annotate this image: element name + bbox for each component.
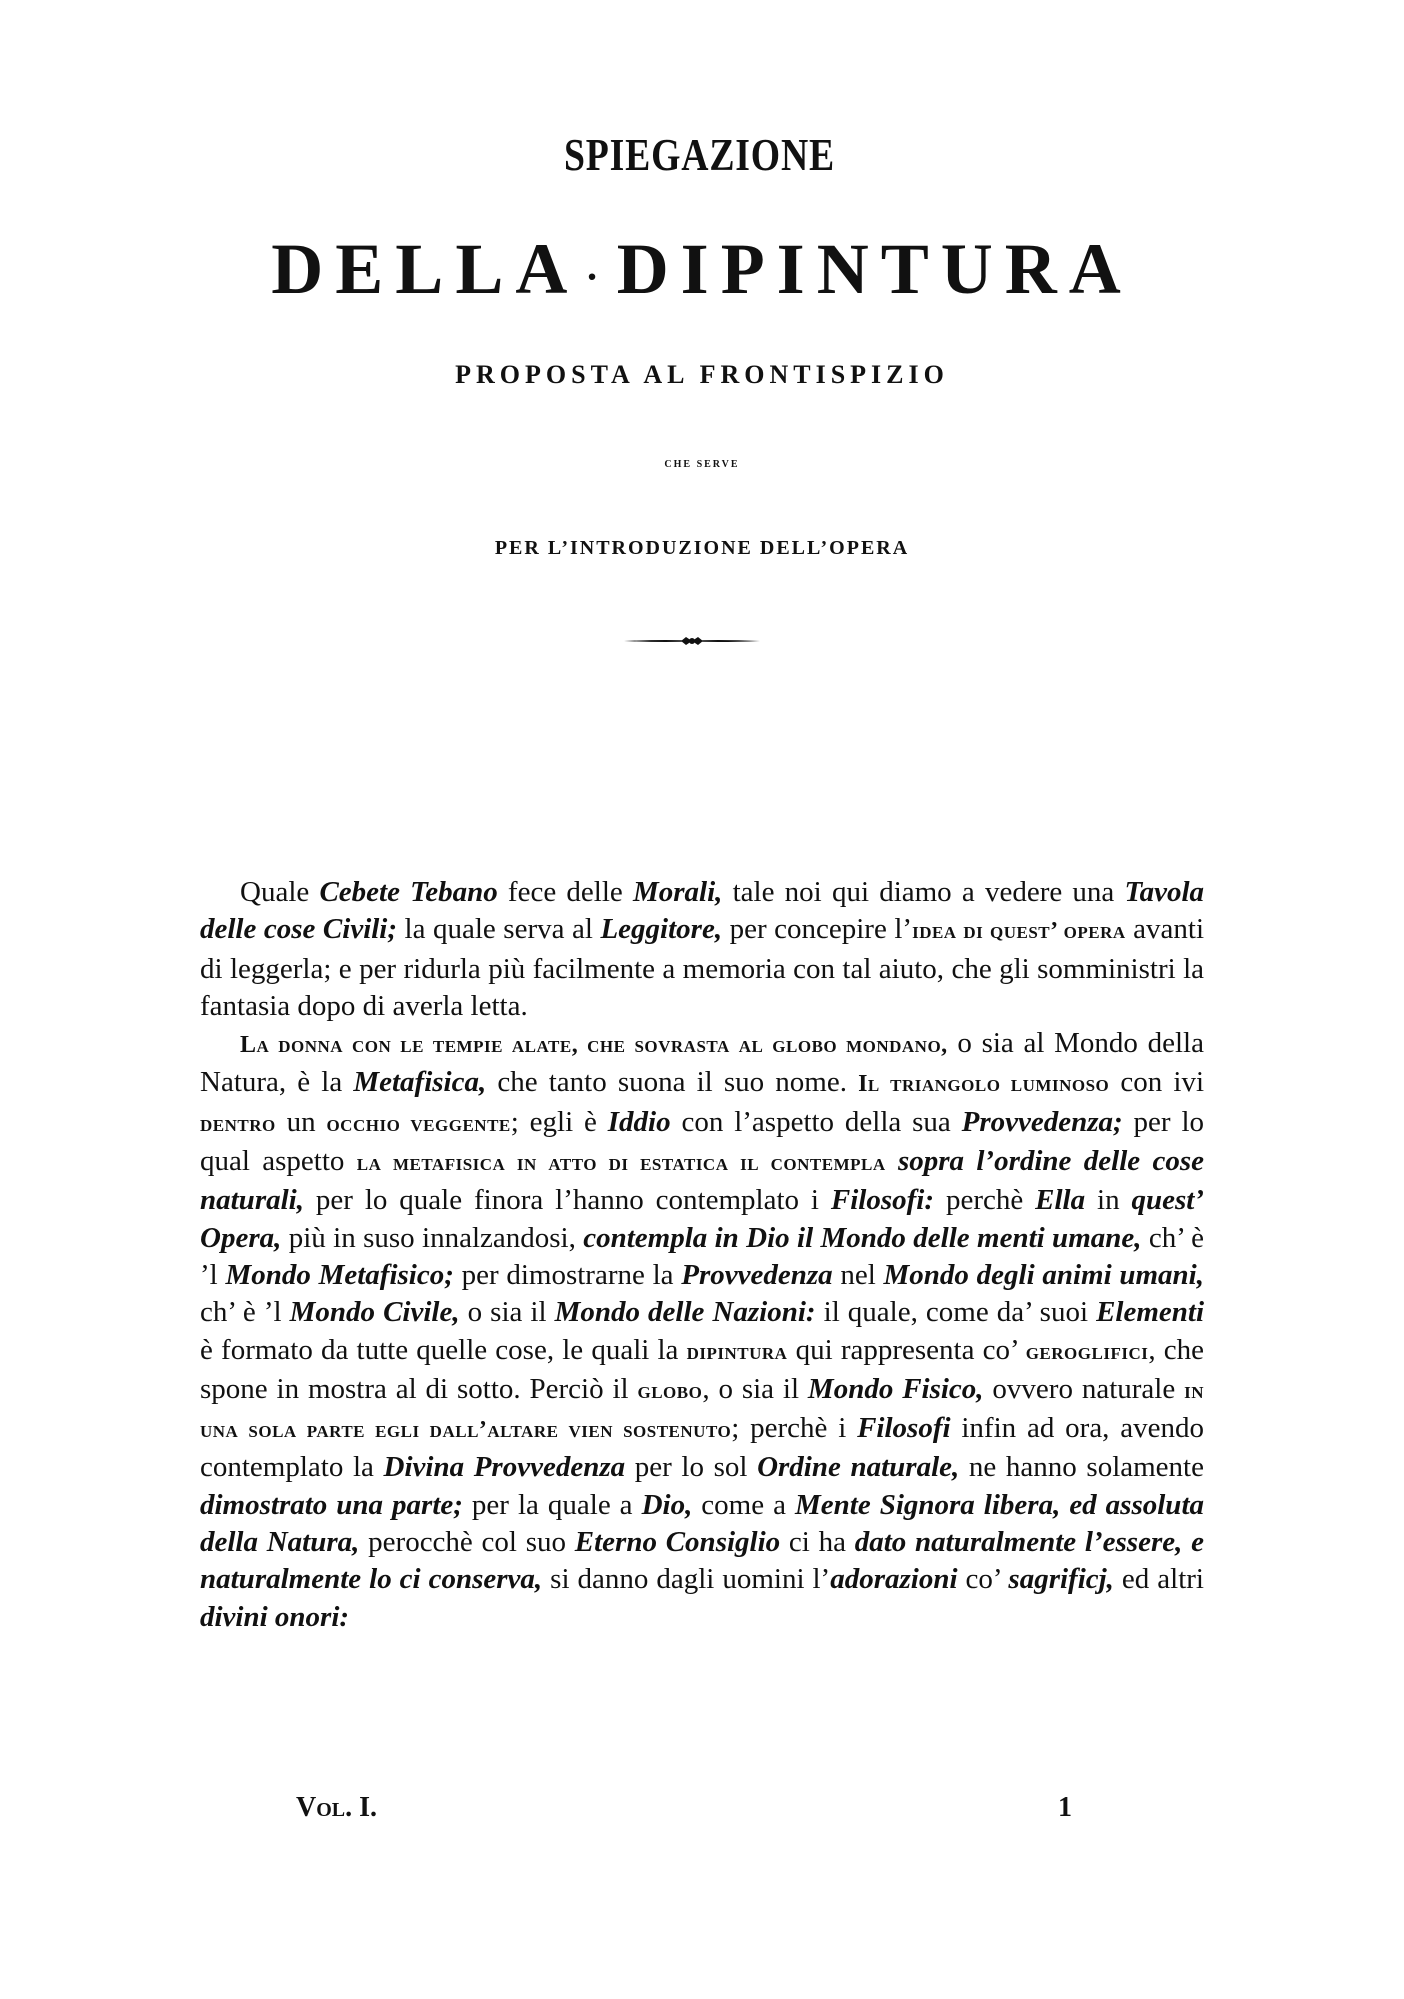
italic-run: Mondo Fisico, <box>807 1372 984 1405</box>
italic-run: contempla in Dio il Mondo delle menti umane, <box>583 1221 1142 1254</box>
italic-run: Dio, <box>641 1488 693 1521</box>
italic-run: Mondo delle Nazioni: <box>554 1296 816 1329</box>
text-run: fece delle <box>497 876 633 908</box>
text-run: per dimostrarne la <box>453 1258 682 1291</box>
italic-run: Mondo Civile, <box>289 1296 460 1329</box>
text-run: infin ad ora, avendo contemplato la <box>200 1412 1205 1484</box>
body-text <box>200 874 1204 1636</box>
title-della: DELLA <box>271 229 580 309</box>
text-run: co’ <box>957 1563 1009 1596</box>
title-dipintura: DIPINTURA <box>616 229 1133 309</box>
italic-run: Cebete Tebano <box>319 876 498 908</box>
text-run: ; egli è <box>510 1105 608 1138</box>
italic-run: Tavola delle cose Civili; <box>200 876 1204 946</box>
text-run: il quale, come da’ suoi <box>815 1296 1097 1329</box>
title-che-serve: CHE SERVE <box>664 459 740 470</box>
italic-run: Mondo degli animi umani, <box>883 1258 1204 1291</box>
smallcaps-run: occhio veggente <box>326 1110 511 1137</box>
text-run: o sia il <box>459 1296 555 1329</box>
paragraph-1 <box>200 874 1204 1025</box>
smallcaps-run: in una sola parte egli dall’altare vien sostenuto <box>200 1377 1204 1444</box>
italic-run: Ella <box>1035 1184 1086 1217</box>
italic-run: dimostrato una parte; <box>200 1488 463 1521</box>
italic-run: Elementi <box>1096 1296 1205 1329</box>
italic-run: adorazioni <box>830 1563 958 1596</box>
text-run: più in suso innalzandosi, <box>281 1221 584 1254</box>
smallcaps-run: geroglifici <box>1025 1338 1149 1365</box>
italic-run: Mente Signora libera, ed assoluta della Natura, <box>200 1488 1204 1559</box>
title-separator: · <box>585 253 611 299</box>
italic-run: divini onori: <box>200 1600 350 1633</box>
footer-page-number: 1 <box>1058 1792 1072 1823</box>
text-run: che tanto suona il suo nome. <box>486 1066 859 1099</box>
italic-run: sopra l’ordine delle cose naturali, <box>200 1145 1205 1217</box>
smallcaps-run: La donna con le tempie alate, che sovrasta al globo mondano, <box>240 1032 948 1059</box>
italic-run: dato naturalmente l’essere, e naturalmente lo ci conserva, <box>200 1526 1204 1596</box>
text-run: , che spone in mostra al di sotto. Perciò il <box>200 1333 1205 1405</box>
text-run: ; perchè i <box>731 1412 858 1445</box>
text-run: per lo qual aspetto <box>200 1105 1205 1178</box>
italic-run: Divina Provvedenza <box>383 1451 626 1484</box>
text-run: per concepire l’ <box>722 913 913 946</box>
footer-volume: Vol. I. <box>296 1792 378 1823</box>
title-spiegazione: SPIEGAZIONE <box>563 129 835 180</box>
ornament-rule-icon <box>624 634 760 648</box>
text-run: ch’ è ’l <box>200 1296 290 1329</box>
text-run: ed altri <box>1113 1563 1204 1596</box>
paragraph-2 <box>200 1025 1204 1636</box>
text-run: perchè <box>934 1184 1036 1217</box>
smallcaps-run: Il triangolo luminoso <box>858 1071 1110 1098</box>
italic-run: Ordine naturale, <box>757 1451 960 1484</box>
text-run: qui rappresenta co’ <box>787 1333 1026 1366</box>
text-run: per lo sol <box>625 1451 758 1484</box>
text-run: perocchè col suo <box>359 1526 575 1559</box>
text-run: , o sia il <box>702 1372 808 1405</box>
italic-run: Metafisica, <box>353 1066 487 1099</box>
text-run: un <box>275 1105 327 1138</box>
italic-run: Filosofi <box>857 1412 951 1445</box>
text-run: Quale <box>240 876 320 908</box>
smallcaps-run: idea di quest’ opera <box>912 918 1126 945</box>
text-run: con ivi <box>1109 1066 1204 1099</box>
text-run: avanti di leggerla; e per ridurla più facilmente a memoria con tal aiuto, che gli somministri la fantasia dopo di averla letta. <box>200 913 1204 1022</box>
title-introduzione: PER L’INTRODUZIONE DELL’OPERA <box>494 537 910 559</box>
text-run: con l’aspetto della sua <box>670 1105 962 1138</box>
smallcaps-run: la metafisica in atto di estatica il contempla <box>356 1150 886 1177</box>
italic-run: quest’ Opera, <box>200 1184 1204 1254</box>
italic-run: Provvedenza <box>681 1258 833 1291</box>
italic-run: Leggitore, <box>600 913 723 946</box>
italic-run: Eterno Consiglio <box>574 1526 781 1559</box>
italic-run: sagrificj, <box>1008 1563 1114 1596</box>
italic-run: Iddio <box>607 1105 671 1138</box>
italic-run: Provvedenza; <box>961 1105 1123 1138</box>
italic-run: Filosofi: <box>830 1184 935 1217</box>
text-run: la quale serva al <box>397 913 601 946</box>
text-run: ovvero naturale <box>983 1372 1185 1405</box>
title-proposta: PROPOSTA AL FRONTISPIZIO <box>455 360 949 389</box>
text-run: o sia al Mondo della Natura, è la <box>200 1027 1204 1099</box>
text-run: ch’ è ’l <box>200 1221 1204 1291</box>
smallcaps-run: dentro <box>200 1110 276 1137</box>
smallcaps-run: dipintura <box>686 1338 788 1365</box>
smallcaps-run: globo <box>637 1377 703 1404</box>
text-run: nel <box>832 1258 884 1291</box>
italic-run: Mondo Metafisico; <box>225 1258 454 1291</box>
text-run: in <box>1085 1184 1132 1217</box>
text-run: tale noi qui diamo a vedere una <box>722 876 1125 908</box>
text-run: come a <box>692 1488 795 1521</box>
text-run: ci ha <box>780 1526 855 1559</box>
title-della-dipintura <box>0 228 1404 311</box>
text-run: si danno dagli uomini l’ <box>542 1563 831 1596</box>
text-run: per la quale a <box>462 1488 642 1521</box>
text-run: ne hanno solamente <box>959 1451 1204 1484</box>
text-run: per lo quale finora l’hanno contemplato i <box>303 1184 831 1217</box>
italic-run: Morali, <box>632 876 723 908</box>
text-run: è formato da tutte quelle cose, le quali la <box>200 1333 687 1366</box>
